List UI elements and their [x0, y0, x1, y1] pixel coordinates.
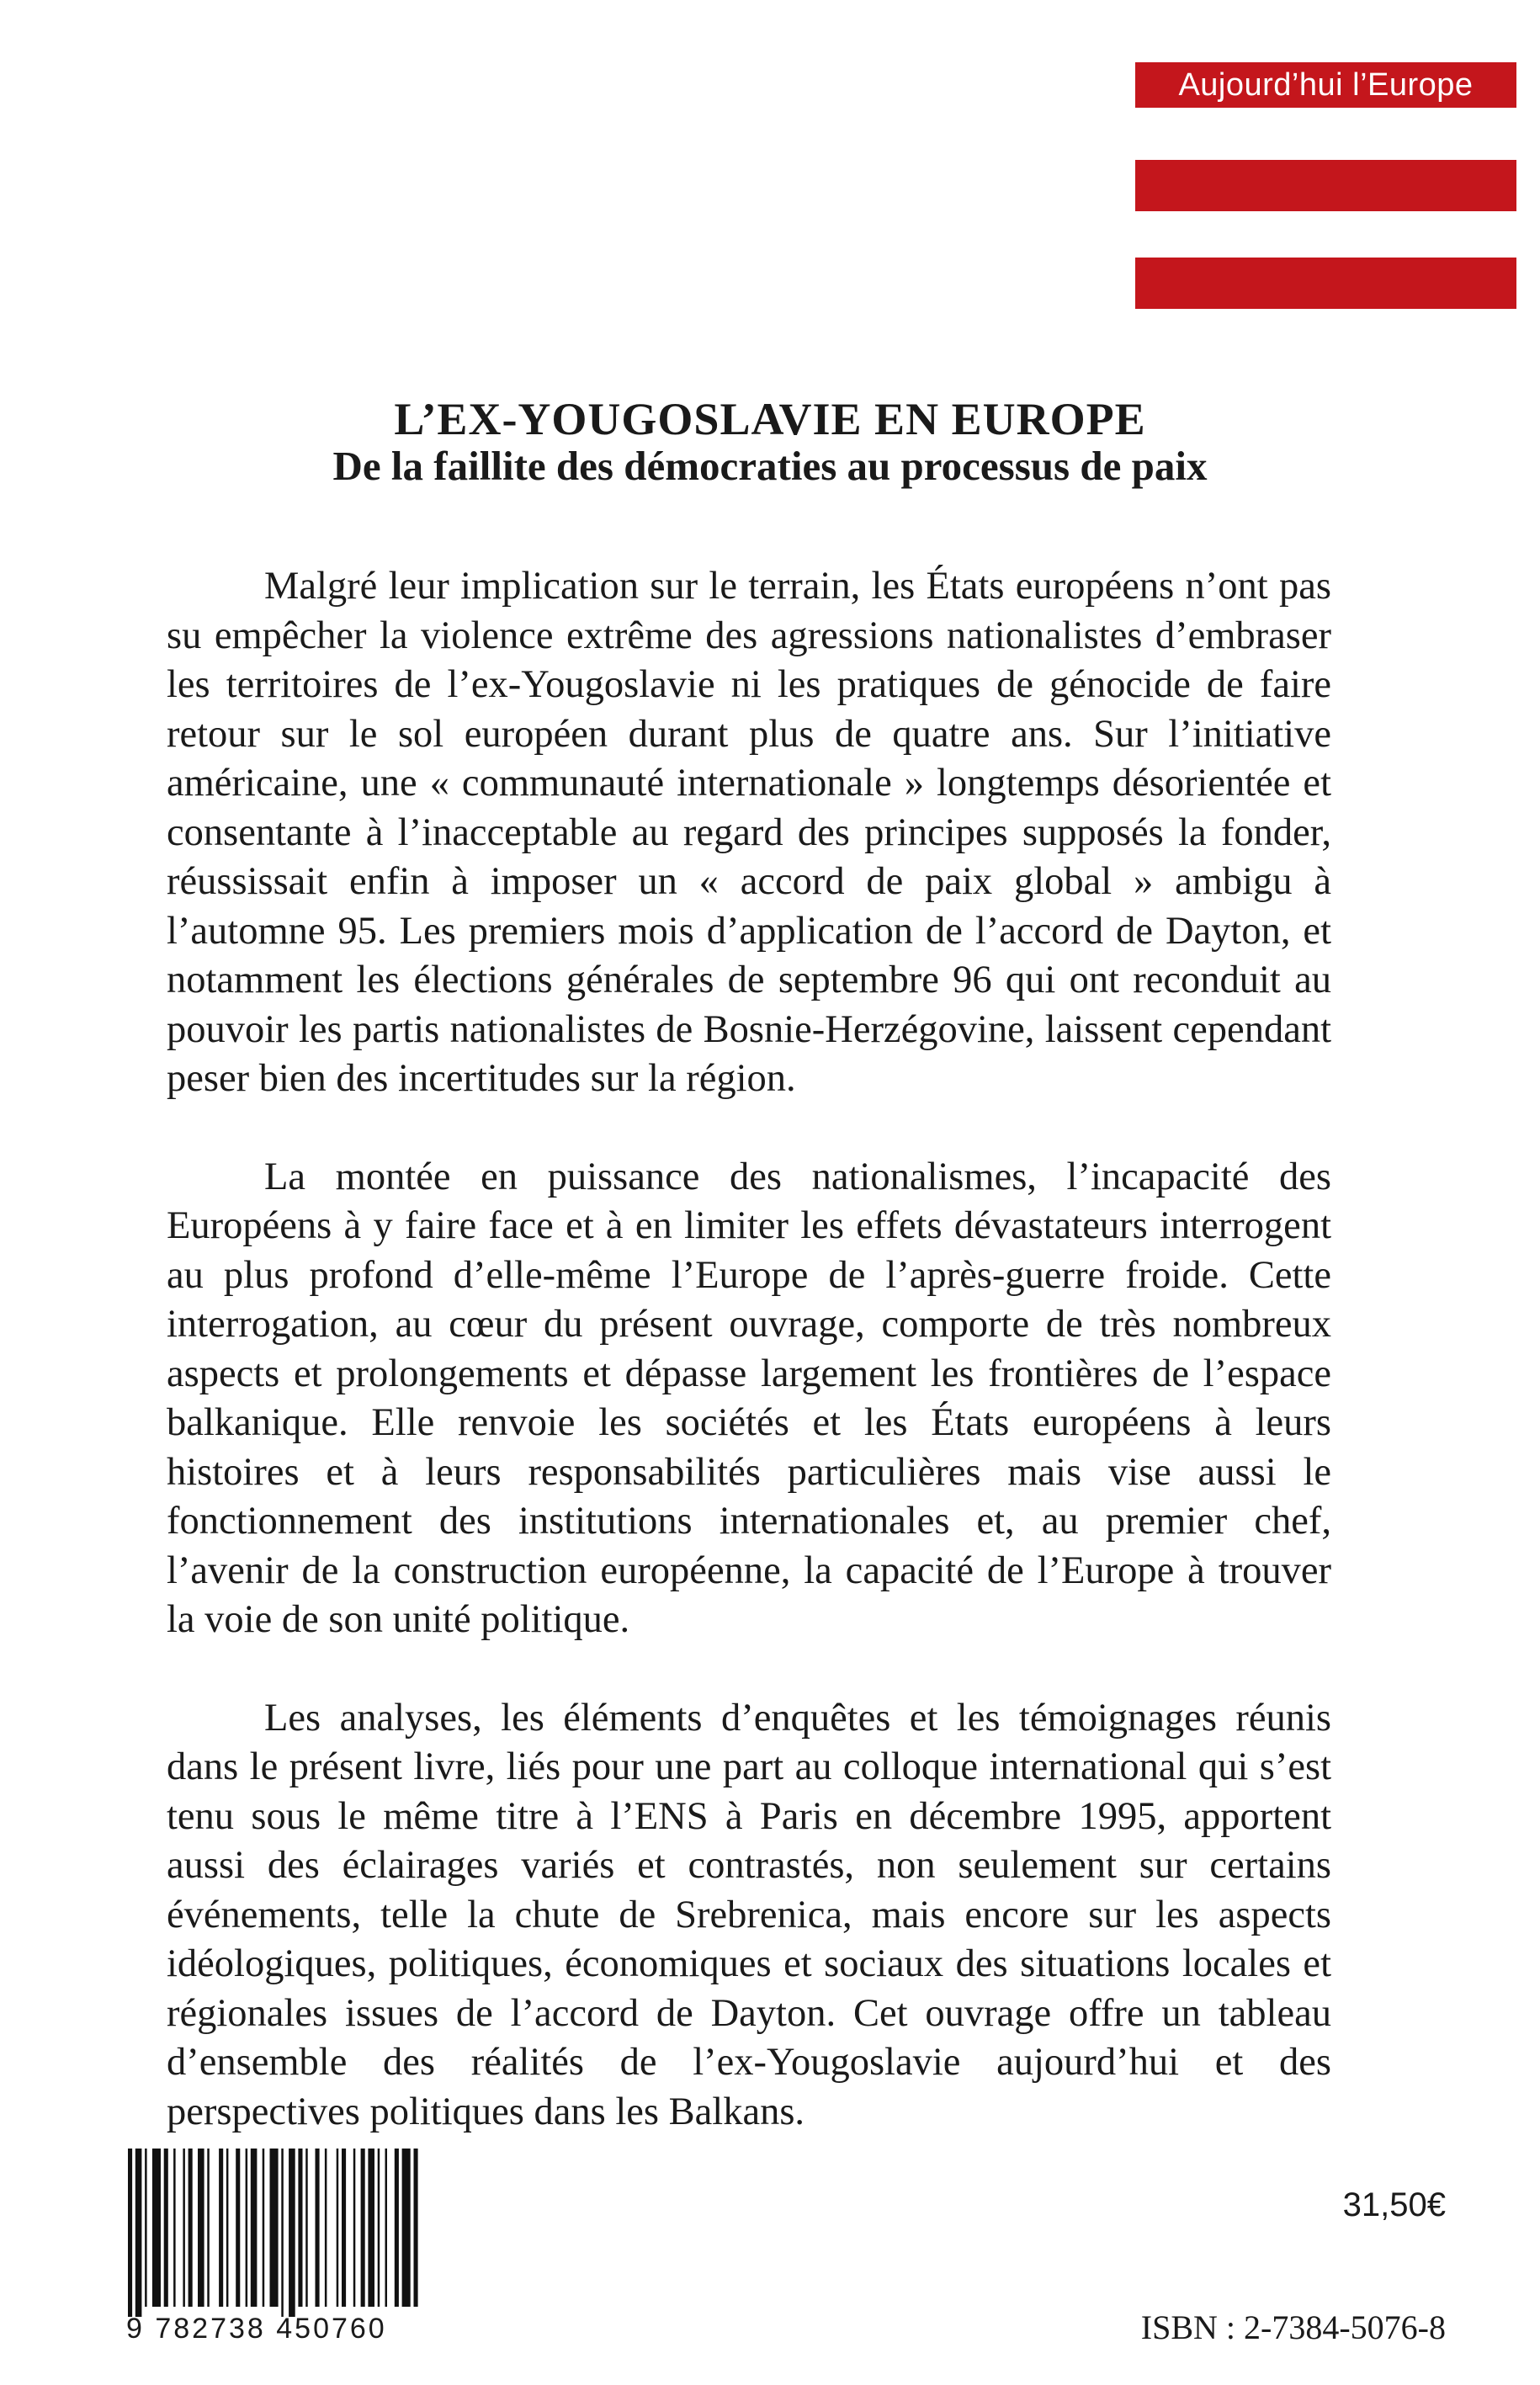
series-label: Aujourd’hui l’Europe	[1135, 62, 1516, 108]
barcode-digits: 9 782738 450760	[126, 2313, 387, 2345]
isbn: ISBN : 2-7384-5076-8	[1140, 2308, 1446, 2346]
paragraph-3: Les analyses, les éléments d’enquêtes et les témoignages réunis dans le présent livre, liés pour une part au colloque international qui s’est tenu sous le même titre à l’ENS à Paris en décembre 1995, apportent aussi des éclairages variés et contrastés, non seulement sur certains événements, telle la chute de Srebrenica, mais encore sur les aspects idéologiques, politiques, économiques et sociaux des situations locales et régionales issues de l’accord de Dayton. Cet ouvrage offre un tableau d’ensemble des réalités de l’ex-Yougoslavie aujourd’hui et des perspectives politiques dans les Balkans.	[167, 1696, 1331, 2133]
barcode-icon	[126, 2149, 421, 2317]
paragraph-2: La montée en puissance des nationalismes, l’incapacité des Européens à y faire face et à en limiter les effets dévastateurs interrogent au plus profond d’elle-même l’Europe de l’après-guerre froide. Cette interrogation, au cœur du présent ouvrage, comporte de très nombreux aspects et prolongements et dépasse largement les frontières de l’espace balkanique. Elle renvoie les sociétés et les États européens à leurs histoires et à leurs responsabilités particulières mais vise aussi le fonctionnement des institutions internationales et, au premier chef, l’avenir de la construction européenne, la capacité de l’Europe à trouver la voie de son unité politique.	[167, 1155, 1331, 1641]
paragraph-1: Malgré leur implication sur le terrain, les États européens n’ont pas su empêcher la violence extrême des agressions nationalistes d’embraser les territoires de l’ex-Yougoslavie ni les pratiques de génocide de faire retour sur le sol européen durant plus de quatre ans. Sur l’initiative américaine, une « communauté internationale » longtemps désorientée et consentante à l’inacceptable au regard des principes supposés la fonder, réussissait enfin à imposer un « accord de paix global » ambigu à l’automne 95. Les premiers mois d’application de l’accord de Dayton, et notamment les élections générales de septembre 96 qui ont reconduit au pouvoir les partis nationalistes de Bosnie-Herzégovine, laissent cependant peser bien des incertitudes sur la région.	[167, 565, 1331, 1100]
book-title: L’EX-YOUGOSLAVIE EN EUROPE	[394, 394, 1146, 444]
decorative-red-bar	[1135, 160, 1516, 211]
book-subtitle: De la faillite des démocraties au processus de paix	[332, 443, 1208, 489]
price: 31,50€	[1342, 2186, 1446, 2223]
back-cover-text	[167, 562, 1331, 2186]
decorative-red-bar	[1135, 258, 1516, 309]
